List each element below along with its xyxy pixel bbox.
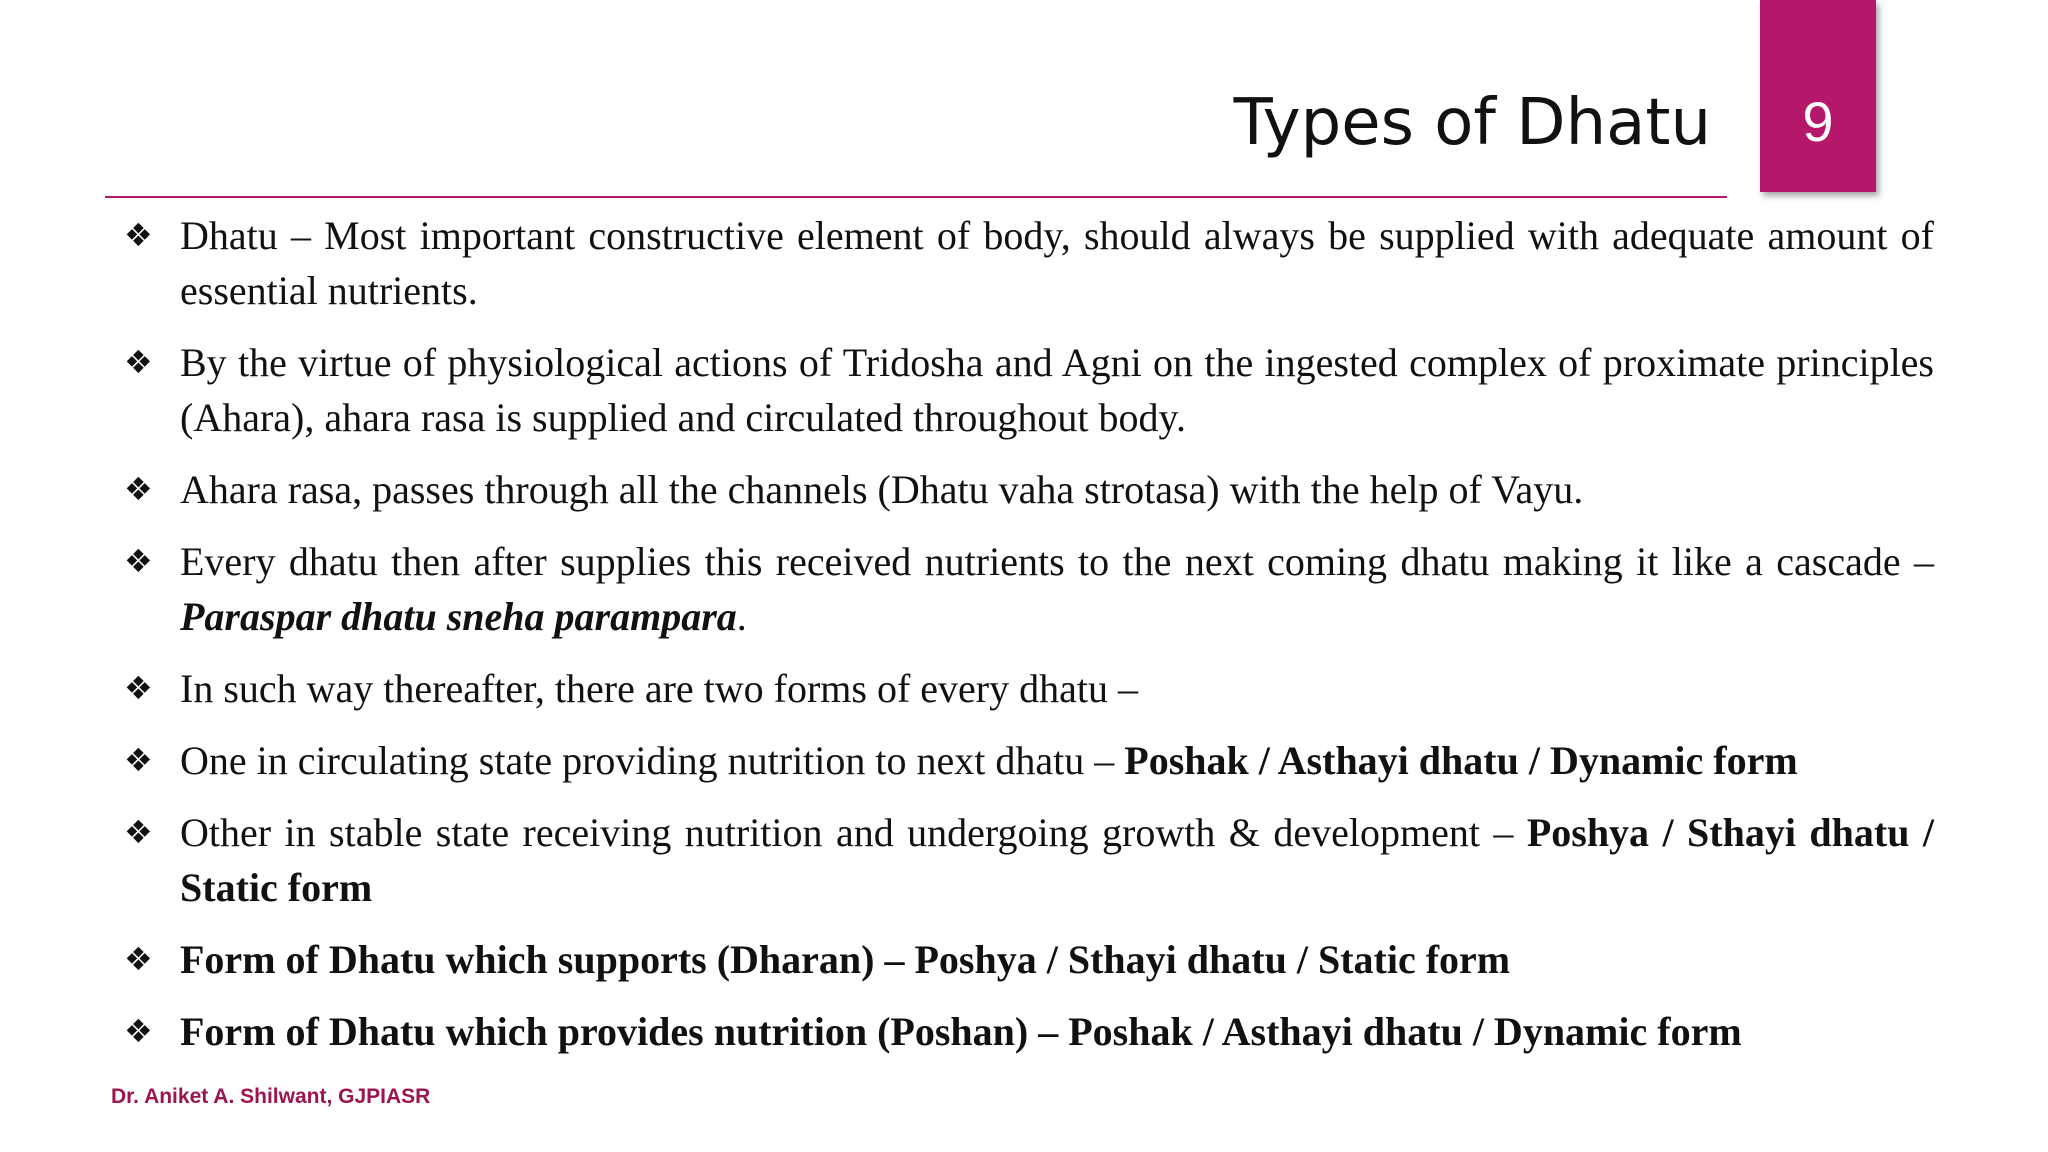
diamond-bullet-icon: ❖ bbox=[124, 741, 153, 779]
bullet-text: One in circulating state providing nutrition to next dhatu – bbox=[180, 738, 1125, 783]
bullet-text: Ahara rasa, passes through all the channels (Dhatu vaha strotasa) with the help of Vayu. bbox=[180, 467, 1584, 512]
bullet-item bbox=[124, 733, 1934, 788]
bullet-emphasis: Poshya / Sthayi dhatu / Static form bbox=[180, 810, 1934, 910]
bullet-item bbox=[124, 335, 1934, 445]
bullet-text: By the virtue of physiological actions of Tridosha and Agni on the ingested complex of proximate principles (Ahara), ahara rasa is supplied and circulated throughout body. bbox=[180, 340, 1934, 440]
bullet-text-end: . bbox=[736, 594, 747, 639]
bullet-text: Form of Dhatu which provides nutrition (Poshan) – Poshak / Asthayi dhatu / Dynamic form bbox=[180, 1009, 1742, 1054]
bullet-text: In such way thereafter, there are two forms of every dhatu – bbox=[180, 666, 1138, 711]
bullet-item bbox=[124, 932, 1934, 987]
footer-credit: Dr. Aniket A. Shilwant, GJPIASR bbox=[111, 1085, 431, 1108]
bullet-item bbox=[124, 805, 1934, 915]
title-divider bbox=[105, 196, 1727, 198]
diamond-bullet-icon: ❖ bbox=[124, 1012, 153, 1050]
bullet-emphasis: Paraspar dhatu sneha parampara bbox=[180, 594, 737, 639]
slide-title: Types of Dhatu bbox=[1233, 86, 1711, 160]
diamond-bullet-icon: ❖ bbox=[124, 470, 153, 508]
bullet-item bbox=[124, 1004, 1934, 1059]
bullet-text: Form of Dhatu which supports (Dharan) – Poshya / Sthayi dhatu / Static form bbox=[180, 937, 1511, 982]
bullet-text: Other in stable state receiving nutrition and undergoing growth & development – bbox=[180, 810, 1527, 855]
bullet-item bbox=[124, 534, 1934, 644]
bullet-list bbox=[124, 208, 1934, 1076]
diamond-bullet-icon: ❖ bbox=[124, 343, 153, 381]
diamond-bullet-icon: ❖ bbox=[124, 813, 153, 851]
bullet-text: Dhatu – Most important constructive element of body, should always be supplied with adequate amount of essential nutrients. bbox=[180, 213, 1934, 313]
page-number: 9 bbox=[1802, 90, 1834, 153]
diamond-bullet-icon: ❖ bbox=[124, 216, 153, 254]
diamond-bullet-icon: ❖ bbox=[124, 542, 153, 580]
bullet-item bbox=[124, 462, 1934, 517]
page-number-badge bbox=[1760, 0, 1876, 192]
bullet-item bbox=[124, 661, 1934, 716]
bullet-item bbox=[124, 208, 1934, 318]
diamond-bullet-icon: ❖ bbox=[124, 669, 153, 707]
diamond-bullet-icon: ❖ bbox=[124, 940, 153, 978]
bullet-emphasis: Poshak / Asthayi dhatu / Dynamic form bbox=[1124, 738, 1798, 783]
bullet-text: Every dhatu then after supplies this received nutrients to the next coming dhatu making it like a cascade – bbox=[180, 539, 1934, 584]
